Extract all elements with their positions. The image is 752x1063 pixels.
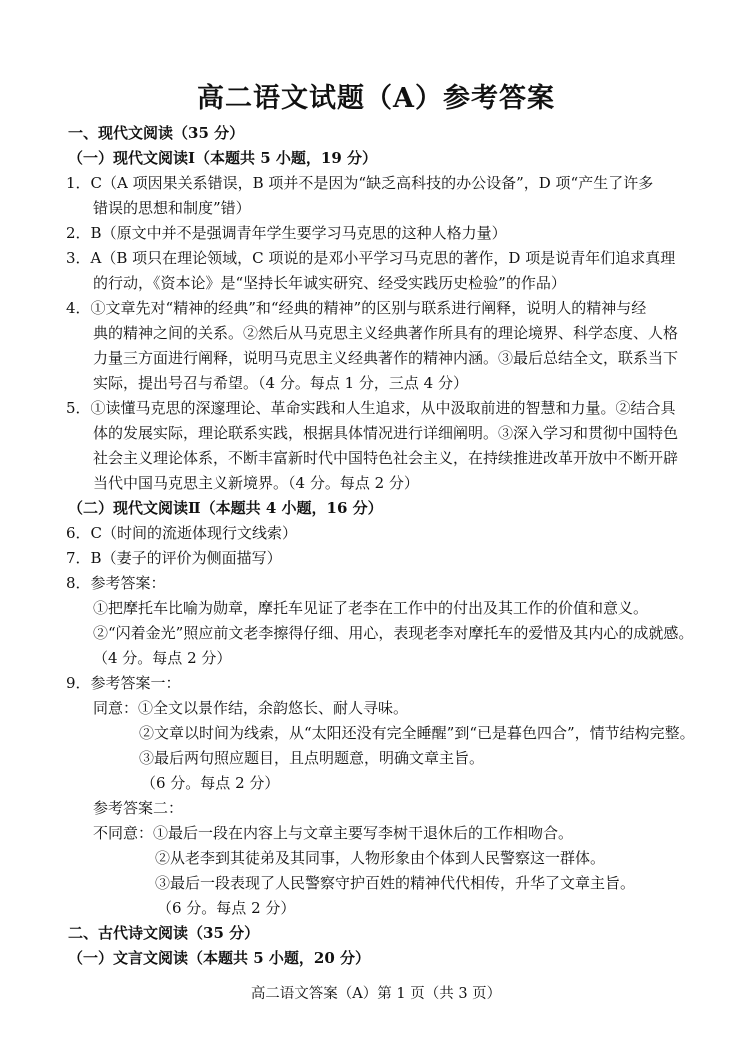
answer-9-heading-1: 9．参考答案一：	[66, 674, 181, 692]
answer-4-line-2: 典的精神之间的关系。②然后从马克思主义经典著作所具有的理论境界、科学态度、人格	[93, 324, 679, 342]
answer-9-disagree-point-1: 不同意：①最后一段在内容上与文章主要写李树干退休后的工作相吻合。	[93, 824, 574, 842]
answer-4-line-1: 4．①文章先对“精神的经典”和“经典的精神”的区别与联系进行阐释，说明人的精神与经	[66, 299, 647, 317]
answer-1-line-1: 1．C（A 项因果关系错误，B 项并不是因为“缺乏高科技的办公设备”，D 项“产生了许多	[66, 174, 654, 192]
answer-9-agree-point-3: ③最后两句照应题目，且点明题意，明确文章主旨。	[139, 749, 485, 767]
answer-9-agree-point-2: ②文章以时间为线索，从“太阳还没有完全睡醒”到“已是暮色四合”，情节结构完整。	[139, 724, 695, 742]
answer-5-line-2: 体的发展实际，理论联系实践，根据具体情况进行详细阐明。③深入学习和贯彻中国特色	[93, 424, 679, 442]
answer-3-line-1: 3．A（B 项只在理论领域，C 项说的是邓小平学习马克思的著作，D 项是说青年们追求真理	[66, 249, 676, 267]
answer-6: 6．C（时间的流逝体现行文线索）	[66, 524, 298, 542]
answer-9-heading-2: 参考答案二：	[93, 799, 184, 817]
answer-3-line-2: 的行动，《资本论》是“坚持长年诚实研究、经受实践历史检验”的作品）	[93, 274, 566, 292]
page-footer: 高二语文答案（A）第 1 页（共 3 页）	[250, 986, 502, 1002]
answer-9-disagree-point-3: ③最后一段表现了人民警察守护百姓的精神代代相传，升华了文章主旨。	[155, 874, 636, 892]
answer-8-point-2: ②“闪着金光”照应前文老李擦得仔细、用心，表现老李对摩托车的爱惜及其内心的成就感。	[93, 624, 694, 642]
answer-5-line-1: 5．①读懂马克思的深邃理论、革命实践和人生追求，从中汲取前进的智慧和力量。②结合具	[66, 399, 676, 417]
section-heading-modern-reading: 一、现代文阅读（35 分）	[68, 124, 245, 142]
answer-1-line-2: 错误的思想和制度”错）	[93, 199, 251, 217]
answer-8-score: （4 分。每点 2 分）	[93, 649, 232, 667]
answer-4-line-4: 实际，提出号召与希望。（4 分。每点 1 分，三点 4 分）	[93, 374, 468, 392]
subsection-heading-classical-prose: （一）文言文阅读（本题共 5 小题，20 分）	[68, 949, 370, 967]
answer-7: 7．B（妻子的评价为侧面描写）	[66, 549, 282, 567]
answer-8-point-1: ①把摩托车比喻为勋章，摩托车见证了老李在工作中的付出及其工作的价值和意义。	[93, 599, 649, 617]
page-title: 高二语文试题（A）参考答案	[197, 83, 555, 114]
answer-5-line-4: 当代中国马克思主义新境界。（4 分。每点 2 分）	[93, 474, 419, 492]
answer-2: 2．B（原文中并不是强调青年学生要学习马克思的这种人格力量）	[66, 224, 507, 242]
subsection-heading-modern-reading-2: （二）现代文阅读Ⅱ（本题共 4 小题，16 分）	[68, 499, 383, 517]
answer-4-line-3: 力量三方面进行阐释，说明马克思主义经典著作的精神内涵。③最后总结全文，联系当下	[93, 349, 679, 367]
subsection-heading-modern-reading-1: （一）现代文阅读Ⅰ（本题共 5 小题，19 分）	[68, 149, 377, 167]
answer-9-disagree-score: （6 分。每点 2 分）	[157, 899, 296, 917]
answer-5-line-3: 社会主义理论体系，不断丰富新时代中国特色社会主义，在持续推进改革开放中不断开辟	[93, 449, 679, 467]
answer-8-heading: 8．参考答案：	[66, 574, 166, 592]
answer-9-agree-score: （6 分。每点 2 分）	[141, 774, 280, 792]
answer-9-disagree-point-2: ②从老李到其徒弟及其同事，人物形象由个体到人民警察这一群体。	[155, 849, 606, 867]
section-heading-classical-reading: 二、古代诗文阅读（35 分）	[68, 924, 260, 942]
answer-9-agree-point-1: 同意：①全文以景作结，余韵悠长、耐人寻味。	[93, 699, 409, 717]
